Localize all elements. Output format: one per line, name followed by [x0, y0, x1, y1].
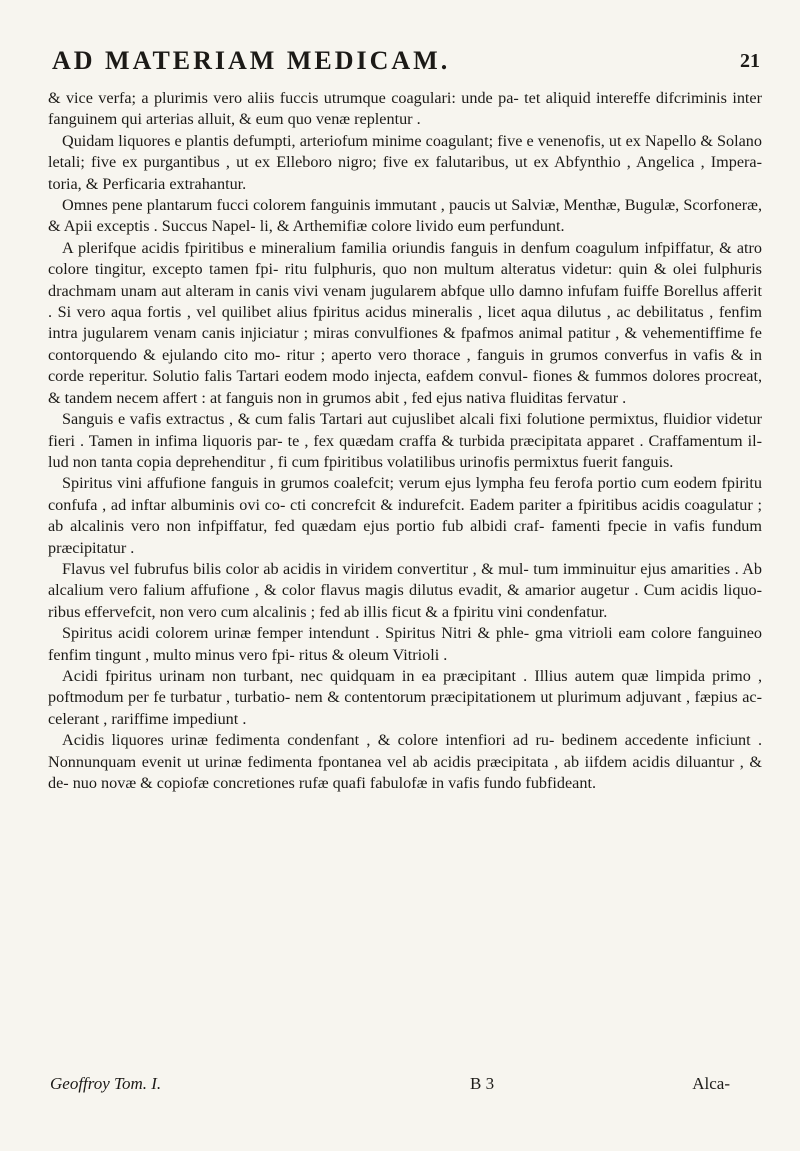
catchword: Alca- [692, 1074, 730, 1093]
paragraph: Flavus vel fubrufus bilis color ab acidis in viridem convertitur , & mul- tum imminuitur ejus amarities . Ab alcalium vero falium affufione , & color flavus magis dilutus evadit, & amarior augetur . Cum acidis liquo- ribus effervefcit, non vero cum alcalinis ; fed ab illis ficut & a fpiritu vini condenfatur. [48, 559, 762, 621]
paragraph: Spiritus acidi colorem urinæ femper intendunt . Spiritus Nitri & phle- gma vitrioli eam colore fanguineo fenfim tingunt , multo minus vero fpi- ritus & oleum Vitrioli . [48, 624, 762, 664]
paragraph: Omnes pene plantarum fucci colorem fanguinis immutant , paucis ut Salviæ, Menthæ, Bugulæ, Scorfoneræ, & Apii exceptis . Succus Napel- li, & Arthemifiæ colore livido eum perfundunt. [48, 196, 762, 236]
signature-mark: B 3 [470, 1074, 495, 1093]
paragraph: Acidi fpiritus urinam non turbant, nec quidquam in ea præcipitant . Illius autem quæ limpida primo , poftmodum per fe turbatur , turbatio- nem & contentorum præcipitationem ut plurimum adjuvant , fæpius ac- celerant , rariffime impediunt . [48, 666, 762, 728]
paragraph: & vice verfa; a plurimis vero aliis fuccis utrumque coagulari: unde pa- tet aliquid intereffe difcriminis inter fanguinem qui arterias alluit, & eum quo venæ replentur . [48, 89, 762, 129]
paragraph: Spiritus vini affufione fanguis in grumos coalefcit; verum ejus lympha feu ferofa portio cum eodem fpiritu confufa , ad inftar albuminis ovi co- cti concrefcit & indurefcit. Eadem pariter a fpiritibus acidis coagulatur ; ab alcalinis vero non infpiffatur, fed quædam ejus portio fub albidi craf- famenti fpecie in vafis fundum præcipitatur . [48, 474, 762, 557]
paragraph: Acidis liquores urinæ fedimenta condenfant , & colore intenfiori ad ru- bedinem accedente inficiunt . Nonnunquam evenit ut urinæ fedimenta fpontanea vel ab acidis præcipitata , ab iifdem acidis diluantur , & de- nuo novæ & copiofæ concretiones rufæ quafi fabulofæ in vafis fundo fubfideant. [48, 731, 762, 792]
body-text [48, 88, 762, 794]
paragraph: Quidam liquores e plantis defumpti, arteriofum minime coagulant; five e venenofis, ut ex Napello & Solano letali; five ex purgantibus , ut ex Elleboro nigro; five ex falutaribus, ut ex Abfynthio , Angelica , Impera- toria, & Perficaria extrahantur. [48, 131, 762, 193]
page-header [40, 46, 760, 82]
signature-note: Geoffroy Tom. I. [50, 1074, 162, 1093]
page-footer [50, 1074, 730, 1100]
paragraph: Sanguis e vafis extractus , & cum falis Tartari aut cujuslibet alcali fixi folutione permixtus, fluidior videtur fieri . Tamen in infima liquoris par- te , fex quædam craffa & turbida præcipitata apparet . Craffamentum il- lud non tanta copia deprehenditur , fi cum fpiritibus volatilibus urinofis permixtus fuerit fanguis. [48, 410, 762, 471]
paragraph: A plerifque acidis fpiritibus e mineralium familia oriundis fanguis in denfum coagulum infpiffatur, & atro colore tingitur, excepto tamen fpi- ritu fulphuris, quo non multum alteratus videtur: quin & olei fulphuris drachmam unam aut alteram in canis vivi venam jugularem abfque ullo damno infufam fuiffe Borellus afferit . Si vero aqua fortis , vel quilibet alius fpiritus acidus mineralis , licet aqua dilutus , ac debilitatus , fenfim intra jugularem venam canis injiciatur ; miras convulfiones & fpafmos animal patitur , & vehementiffime fe contorquendo & ejulando cito mo- ritur ; aperto vero thorace , fanguis in grumos converfus in vafis & in corde reperitur. Solutio falis Tartari eodem modo injecta, eafdem convul- fiones & fummos dolores procreat, & tandem necem affert : at fanguis non in grumos abit , fed ejus nativa fluiditas fervatur . [48, 238, 762, 407]
page-number: 21 [740, 50, 760, 72]
running-head: AD MATERIAM MEDICAM. [52, 46, 451, 75]
